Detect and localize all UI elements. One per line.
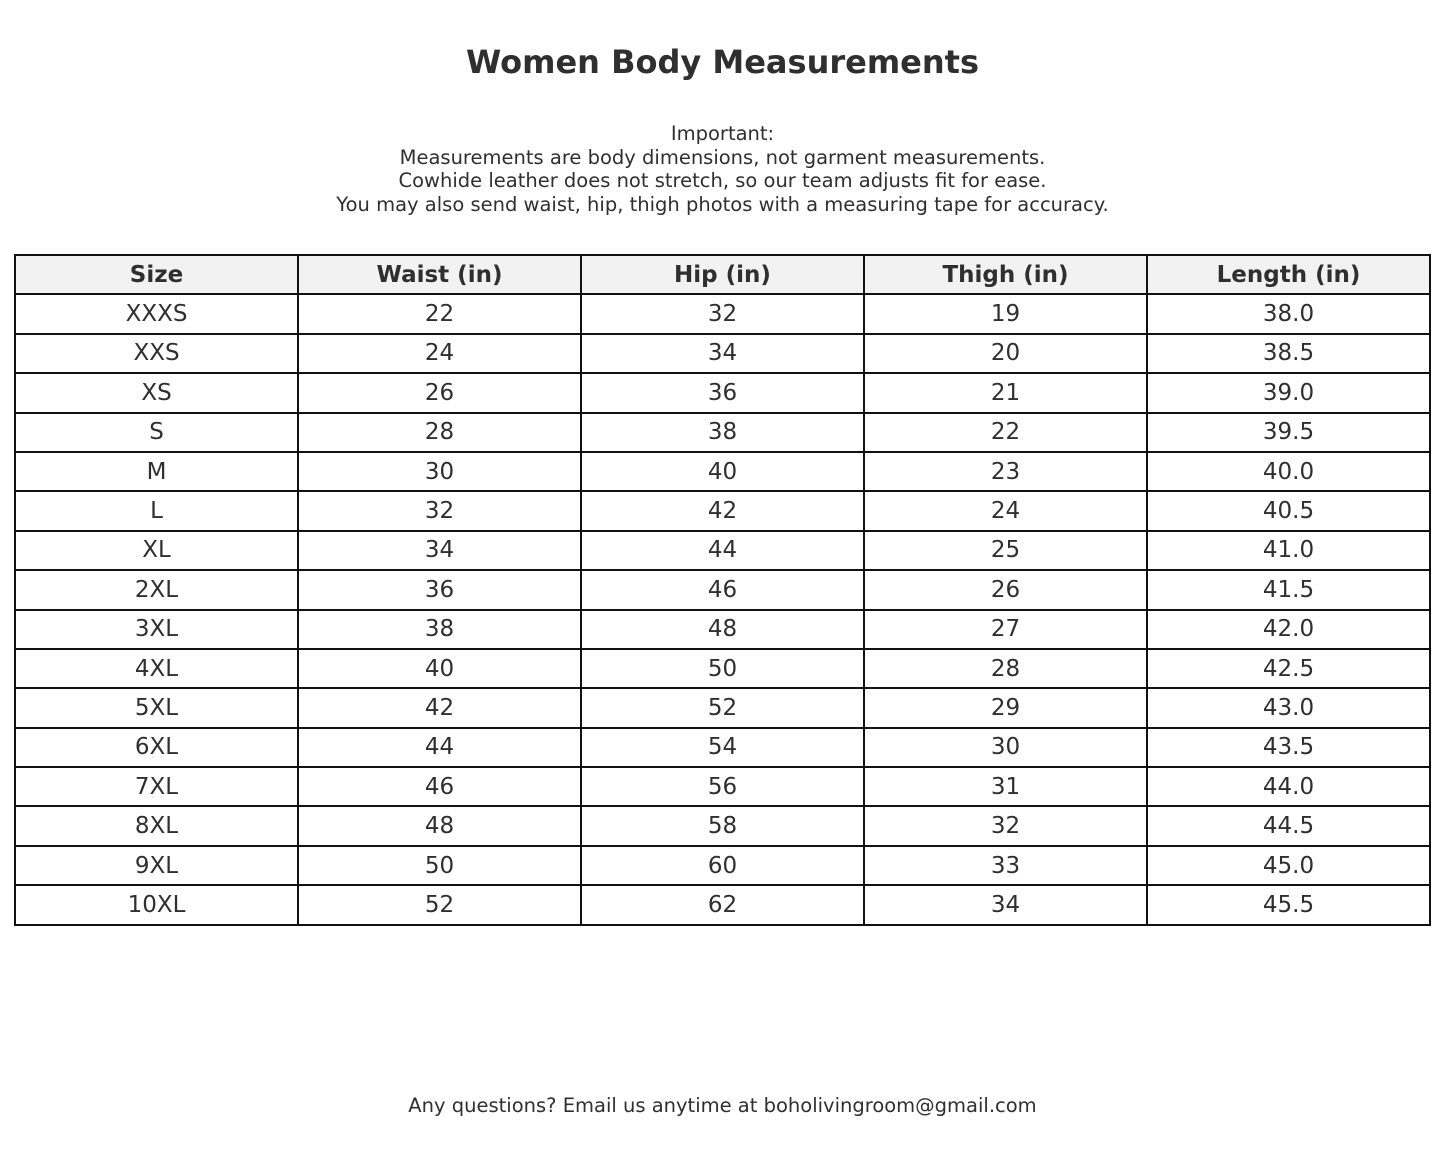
size-cell: 7XL — [15, 767, 298, 806]
thigh-cell: 27 — [864, 610, 1147, 649]
thigh-cell: 25 — [864, 531, 1147, 570]
length-cell: 39.5 — [1147, 413, 1430, 452]
hip-cell: 34 — [581, 334, 864, 373]
size-cell: 10XL — [15, 885, 298, 924]
hip-cell: 32 — [581, 294, 864, 333]
table-row — [15, 334, 1430, 373]
size-cell: 3XL — [15, 610, 298, 649]
size-cell: L — [15, 491, 298, 530]
size-cell: XS — [15, 373, 298, 412]
note-line: Cowhide leather does not stretch, so our team adjusts fit for ease. — [398, 169, 1047, 193]
thigh-cell: 22 — [864, 413, 1147, 452]
hip-cell: 48 — [581, 610, 864, 649]
hip-cell: 62 — [581, 885, 864, 924]
size-cell: 2XL — [15, 570, 298, 609]
size-cell: 6XL — [15, 728, 298, 767]
note-line: Measurements are body dimensions, not garment measurements. — [399, 145, 1046, 169]
waist-cell: 28 — [298, 413, 581, 452]
table-row — [15, 531, 1430, 570]
size-cell: 9XL — [15, 846, 298, 885]
length-cell: 42.5 — [1147, 649, 1430, 688]
table-row — [15, 373, 1430, 412]
length-cell: 41.0 — [1147, 531, 1430, 570]
length-cell: 38.5 — [1147, 334, 1430, 373]
table-body — [15, 294, 1430, 924]
length-cell: 45.5 — [1147, 885, 1430, 924]
waist-cell: 30 — [298, 452, 581, 491]
hip-cell: 40 — [581, 452, 864, 491]
table-row — [15, 491, 1430, 530]
size-chart-table — [14, 254, 1431, 926]
waist-cell: 40 — [298, 649, 581, 688]
table-row — [15, 610, 1430, 649]
hip-cell: 52 — [581, 688, 864, 727]
thigh-cell: 26 — [864, 570, 1147, 609]
waist-cell: 38 — [298, 610, 581, 649]
thigh-cell: 19 — [864, 294, 1147, 333]
length-cell: 44.5 — [1147, 806, 1430, 845]
waist-cell: 44 — [298, 728, 581, 767]
size-cell: XL — [15, 531, 298, 570]
hip-cell: 46 — [581, 570, 864, 609]
waist-cell: 24 — [298, 334, 581, 373]
hip-cell: 50 — [581, 649, 864, 688]
table-header — [15, 255, 1430, 294]
hip-cell: 38 — [581, 413, 864, 452]
hip-cell: 44 — [581, 531, 864, 570]
size-cell: 4XL — [15, 649, 298, 688]
column-header-waist: Waist (in) — [298, 255, 581, 294]
thigh-cell: 20 — [864, 334, 1147, 373]
waist-cell: 22 — [298, 294, 581, 333]
length-cell: 38.0 — [1147, 294, 1430, 333]
waist-cell: 52 — [298, 885, 581, 924]
waist-cell: 50 — [298, 846, 581, 885]
thigh-cell: 24 — [864, 491, 1147, 530]
table-row — [15, 570, 1430, 609]
size-cell: 5XL — [15, 688, 298, 727]
hip-cell: 56 — [581, 767, 864, 806]
hip-cell: 36 — [581, 373, 864, 412]
thigh-cell: 29 — [864, 688, 1147, 727]
thigh-cell: 21 — [864, 373, 1147, 412]
waist-cell: 46 — [298, 767, 581, 806]
waist-cell: 48 — [298, 806, 581, 845]
waist-cell: 32 — [298, 491, 581, 530]
length-cell: 42.0 — [1147, 610, 1430, 649]
size-cell: M — [15, 452, 298, 491]
column-header-hip: Hip (in) — [581, 255, 864, 294]
size-cell: S — [15, 413, 298, 452]
length-cell: 40.5 — [1147, 491, 1430, 530]
hip-cell: 54 — [581, 728, 864, 767]
hip-cell: 58 — [581, 806, 864, 845]
table-row — [15, 728, 1430, 767]
table-row — [15, 806, 1430, 845]
size-cell: 8XL — [15, 806, 298, 845]
waist-cell: 34 — [298, 531, 581, 570]
thigh-cell: 31 — [864, 767, 1147, 806]
table-row — [15, 767, 1430, 806]
length-cell: 43.5 — [1147, 728, 1430, 767]
thigh-cell: 32 — [864, 806, 1147, 845]
table-row — [15, 688, 1430, 727]
column-header-size: Size — [15, 255, 298, 294]
waist-cell: 42 — [298, 688, 581, 727]
size-cell: XXS — [15, 334, 298, 373]
contact-footer: Any questions? Email us anytime at boholivingroom@gmail.com — [408, 1094, 1037, 1117]
thigh-cell: 28 — [864, 649, 1147, 688]
length-cell: 44.0 — [1147, 767, 1430, 806]
waist-cell: 36 — [298, 570, 581, 609]
important-notes — [0, 122, 1445, 216]
column-header-length: Length (in) — [1147, 255, 1430, 294]
table-row — [15, 846, 1430, 885]
thigh-cell: 30 — [864, 728, 1147, 767]
length-cell: 40.0 — [1147, 452, 1430, 491]
hip-cell: 60 — [581, 846, 864, 885]
length-cell: 43.0 — [1147, 688, 1430, 727]
table-row — [15, 452, 1430, 491]
length-cell: 45.0 — [1147, 846, 1430, 885]
thigh-cell: 23 — [864, 452, 1147, 491]
page-title: Women Body Measurements — [465, 43, 979, 81]
length-cell: 41.5 — [1147, 570, 1430, 609]
table-row — [15, 294, 1430, 333]
note-line: You may also send waist, hip, thigh photos with a measuring tape for accuracy. — [336, 192, 1109, 216]
hip-cell: 42 — [581, 491, 864, 530]
length-cell: 39.0 — [1147, 373, 1430, 412]
size-cell: XXXS — [15, 294, 298, 333]
thigh-cell: 33 — [864, 846, 1147, 885]
waist-cell: 26 — [298, 373, 581, 412]
column-header-thigh: Thigh (in) — [864, 255, 1147, 294]
table-row — [15, 413, 1430, 452]
notes-heading: Important: — [670, 122, 775, 145]
header-row — [15, 255, 1430, 294]
thigh-cell: 34 — [864, 885, 1147, 924]
table-row — [15, 885, 1430, 924]
table-row — [15, 649, 1430, 688]
